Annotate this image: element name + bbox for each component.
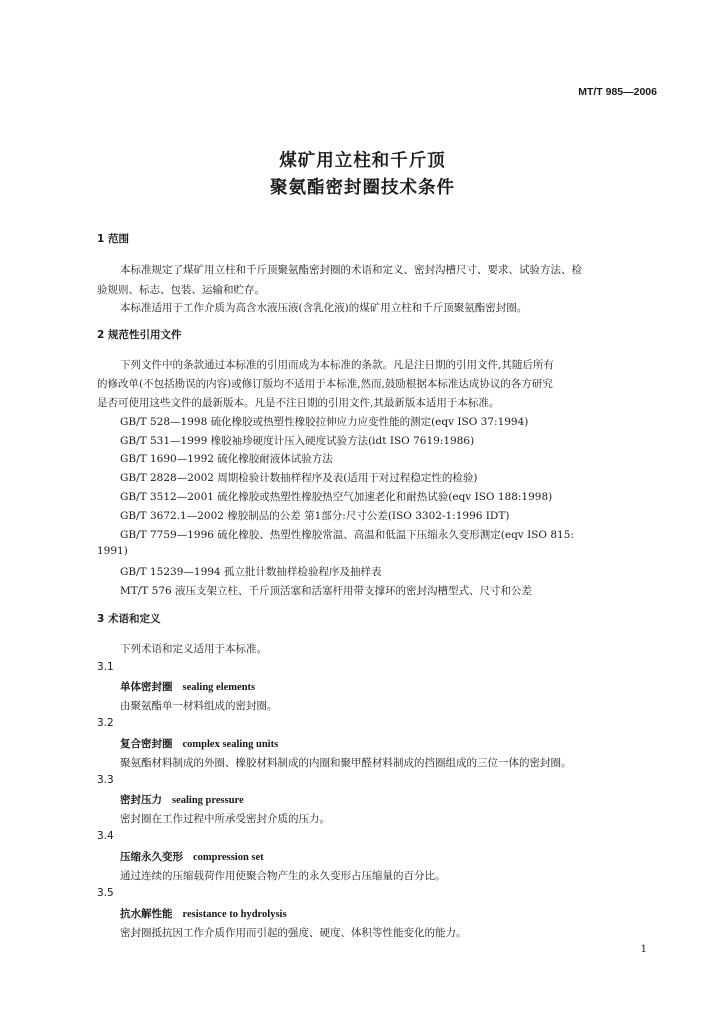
term-definition: 由聚氨酯单一材料组成的密封圈。: [120, 700, 278, 712]
term-number: 3.2: [97, 717, 114, 729]
term-definition: 密封圈抵抗因工作介质作用而引起的强度、硬度、体积等性能变化的能力。: [120, 927, 467, 939]
reference-item: GB/T 3672.1—2002 橡胶制品的公差 第1部分:尺寸公差(ISO 3302-1:1996 IDT): [120, 510, 510, 522]
term-english: complex sealing units: [182, 739, 279, 750]
term-chinese: 压缩永久变形: [120, 851, 183, 863]
document-title-line1: 煤矿用立柱和千斤顶: [279, 151, 446, 171]
section-1-heading: 1 范围: [97, 233, 129, 245]
section-3-intro: 下列术语和定义适用于本标准。: [120, 643, 267, 655]
term-number: 3.1: [97, 661, 114, 673]
term-heading: [120, 906, 287, 921]
term-chinese: 单体密封圈: [120, 681, 173, 693]
term-english: sealing pressure: [172, 795, 244, 806]
term-english: compression set: [193, 852, 264, 863]
term-chinese: 抗水解性能: [120, 908, 173, 920]
section-3-heading: 3 术语和定义: [97, 613, 161, 625]
section-2-intro-line: 的修改单(不包括勘误的内容)或修订版均不适用于本标准,然而,鼓励根据本标准达成协议的各方研究: [97, 378, 553, 390]
term-heading: [120, 792, 244, 807]
section-2-intro-line: 下列文件中的条款通过本标准的引用而成为本标准的条款。凡是注日期的引用文件,其随后所有: [120, 359, 554, 371]
reference-item: MT/T 576 液压支架立柱、千斤顶活塞和活塞杆用带支撑环的密封沟槽型式、尺寸和公差: [120, 585, 533, 597]
term-chinese: 密封压力: [120, 794, 162, 806]
page-number: 1: [640, 944, 647, 955]
term-english: resistance to hydrolysis: [182, 909, 287, 920]
section-2-heading: 2 规范性引用文件: [97, 329, 182, 341]
section-1-paragraph-1-cont: 验规则、标志、包装、运输和贮存。: [97, 284, 265, 296]
term-definition: 聚氨酯材料制成的外圈、橡胶材料制成的内圈和聚甲醛材料制成的挡圈组成的三位一体的密封圈。: [120, 757, 572, 769]
reference-item: GB/T 7759—1996 硫化橡胶、热塑性橡胶常温、高温和低温下压缩永久变形测定(eqv ISO 815:: [120, 529, 574, 541]
term-heading: [120, 849, 264, 864]
section-2-intro-line: 是否可使用这些文件的最新版本。凡是不注日期的引用文件,其最新版本适用于本标准。: [97, 397, 500, 409]
term-english: sealing elements: [182, 682, 256, 693]
standard-code: MT/T 985—2006: [578, 86, 657, 98]
document-title-line2: 聚氨酯密封圈技术条件: [270, 178, 455, 198]
reference-item: GB/T 531—1999 橡胶袖珍硬度计压入硬度试验方法(idt ISO 7619:1986): [120, 435, 475, 447]
term-definition: 密封圈在工作过程中所承受密封介质的压力。: [120, 813, 330, 825]
section-1-paragraph-2: 本标准适用于工作介质为高含水液压液(含乳化液)的煤矿用立柱和千斤顶聚氨酯密封圈。: [120, 302, 528, 314]
term-heading: [120, 736, 278, 751]
term-number: 3.3: [97, 774, 114, 786]
term-heading: [120, 679, 255, 694]
reference-item: GB/T 1690—1992 硫化橡胶耐液体试验方法: [120, 453, 333, 465]
reference-item: GB/T 528—1998 硫化橡胶或热塑性橡胶拉伸应力应变性能的测定(eqv ISO 37:1994): [120, 416, 529, 428]
term-number: 3.4: [97, 830, 114, 842]
term-definition: 通过连续的压缩载荷作用使聚合物产生的永久变形占压缩量的百分比。: [120, 870, 446, 882]
section-1-paragraph-1: 本标准规定了煤矿用立柱和千斤顶聚氨酯密封圈的术语和定义、密封沟槽尺寸、要求、试验方法、检: [120, 264, 582, 276]
term-chinese: 复合密封圈: [120, 738, 173, 750]
reference-item: GB/T 2828—2002 周期检验计数抽样程序及表(适用于对过程稳定性的检验): [120, 472, 478, 484]
reference-item: GB/T 3512—2001 硫化橡胶或热塑性橡胶热空气加速老化和耐热试验(eqv ISO 188:1998): [120, 491, 553, 503]
term-number: 3.5: [97, 887, 114, 899]
reference-item: GB/T 15239—1994 孤立批计数抽样检验程序及抽样表: [120, 566, 382, 578]
reference-item-cont: 1991): [97, 545, 128, 557]
